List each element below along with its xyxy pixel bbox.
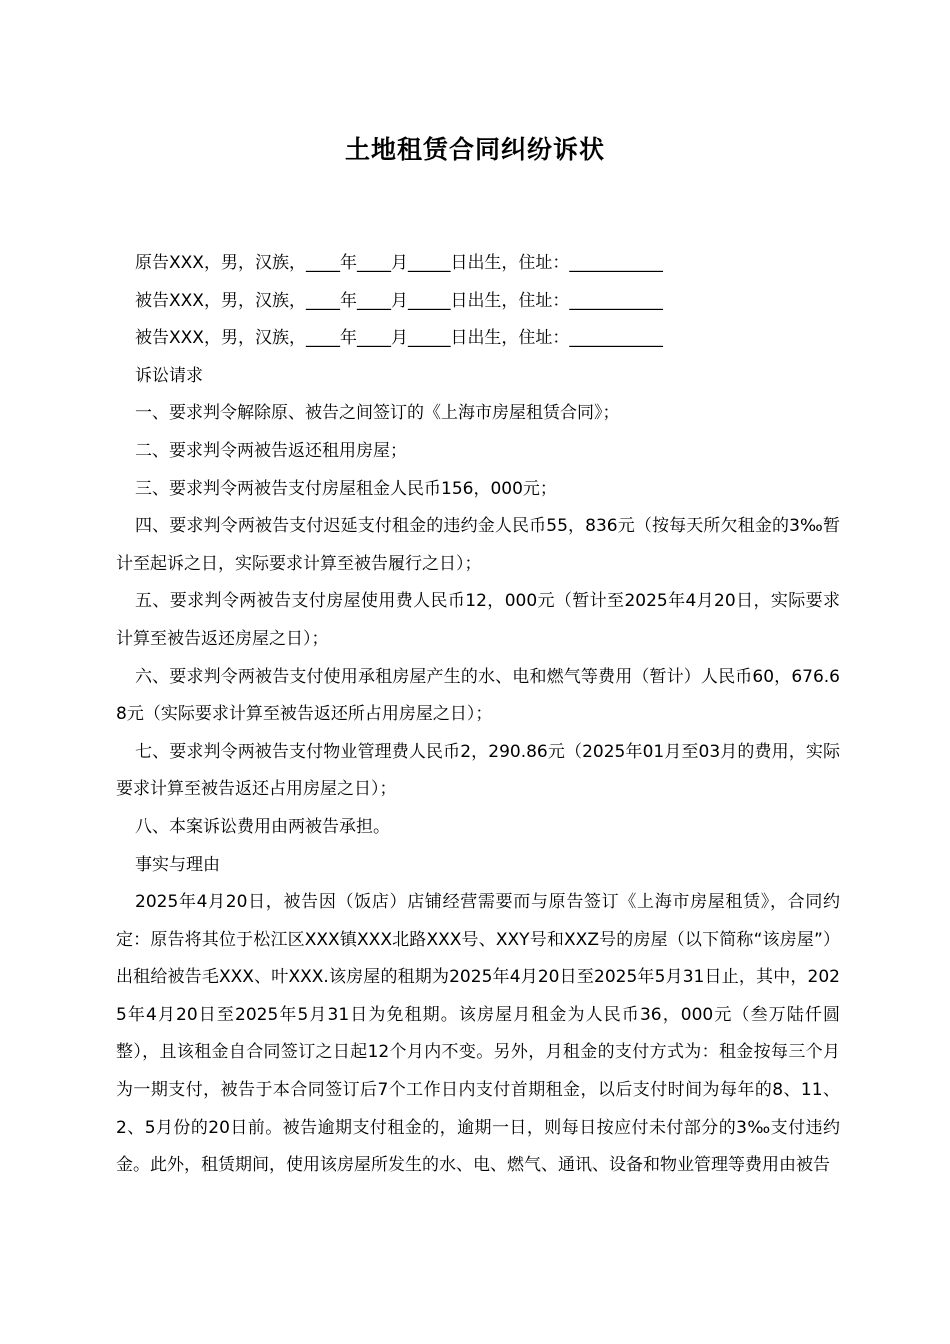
claim-item-1: 一、要求判令解除原、被告之间签订的《上海市房屋租赁合同》；: [135, 403, 620, 424]
claim-item-2: 二、要求判令两被告返还租用房屋；: [135, 440, 407, 461]
claim-item-5: 五、要求判令两被告支付房屋使用费人民币12，000元（暂计至2025年4月20日，实际要求计算至被告返还房屋之日）；: [116, 591, 840, 649]
document-body: [116, 245, 840, 1185]
facts-heading: 事实与理由: [135, 854, 220, 875]
plaintiff-info: 原告XXX，男，汉族，____年____月_____日出生，住址：___________: [135, 253, 663, 273]
facts-paragraph: 2025年4月20日，被告因（饭店）店铺经营需要而与原告签订《上海市房屋租赁》，合同约定：原告将其位于松江区XXX镇XXX北路XXX号、XXY号和XXZ号的房屋（以下简称“该房屋”）出租给被告毛XXX、叶XXX.该房屋的租期为2025年4月20日至2025年5月31日止，其中，2025年4月20日至2025年5月31日为免租期。该房屋月租金为人民币36，000元（叁万陆仟圆整），且该租金自合同签订之日起12个月内不变。另外，月租金的支付方式为：租金按每三个月为一期支付，被告于本合同签订后7个工作日内支付首期租金，以后支付时间为每年的8、11、2、5月份的20日前。被告逾期支付租金的，逾期一日，则每日按应付未付部分的3‰支付违约金。此外，租赁期间，使用该房屋所发生的水、电、燃气、通讯、设备和物业管理等费用由被告: [116, 892, 840, 1176]
claim-item-7: 七、要求判令两被告支付物业管理费人民币2，290.86元（2025年01月至03月的费用，实际要求计算至被告返还占用房屋之日）；: [116, 741, 840, 800]
claims-heading: 诉讼请求: [135, 365, 203, 386]
defendant-info-2: 被告XXX，男，汉族，____年____月_____日出生，住址：___________: [135, 328, 663, 349]
defendant-info-1: 被告XXX，男，汉族，____年____月_____日出生，住址：___________: [135, 290, 663, 311]
document-title: 土地租赁合同纠纷诉状: [344, 135, 605, 164]
claim-item-4: 四、要求判令两被告支付迟延支付租金的违约金人民币55，836元（按每天所欠租金的3‰暂计至起诉之日，实际要求计算至被告履行之日）；: [116, 516, 840, 574]
claim-item-8: 八、本案诉讼费用由两被告承担。: [135, 816, 390, 837]
claim-item-6: 六、要求判令两被告支付使用承租房屋产生的水、电和燃气等费用（暂计）人民币60，676.68元（实际要求计算至被告返还所占用房屋之日）；: [116, 666, 840, 725]
claim-item-3: 三、要求判令两被告支付房屋租金人民币156，000元；: [135, 478, 557, 499]
